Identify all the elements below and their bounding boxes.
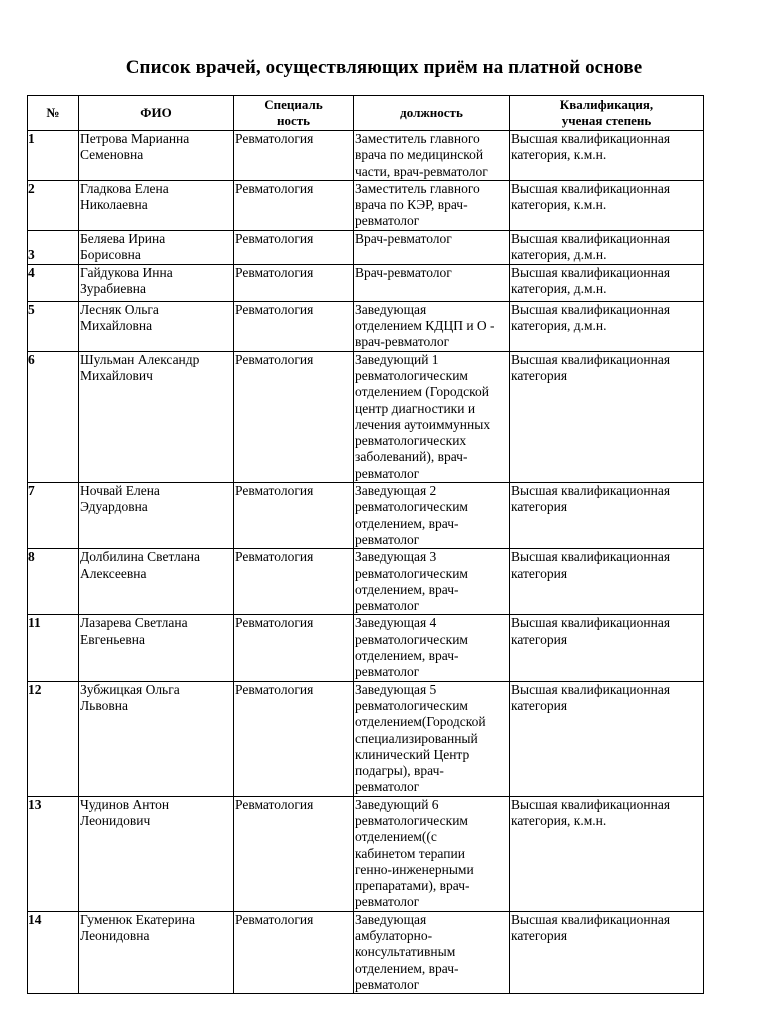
cell-qualification bbox=[510, 483, 704, 549]
cell-position-line: Врач-ревматолог bbox=[355, 264, 452, 280]
cell-name-line: Эдуардовна bbox=[80, 499, 148, 515]
cell-qualification-line: категория, д.м.н. bbox=[511, 247, 607, 263]
cell-qualification bbox=[510, 131, 704, 181]
cell-num: 12 bbox=[28, 681, 79, 796]
cell-position-line: ревматологических bbox=[355, 433, 467, 449]
cell-position-line: специализированный bbox=[355, 730, 478, 746]
cell-qualification bbox=[510, 180, 704, 230]
cell-position-line: заболеваний), врач- bbox=[355, 449, 468, 465]
table-body bbox=[28, 131, 704, 994]
table-row bbox=[28, 131, 704, 181]
cell-qualification-line: категория bbox=[511, 367, 568, 383]
cell-name-line: Леонидович bbox=[80, 812, 151, 828]
cell-position-line: Заместитель главного bbox=[355, 180, 480, 196]
column-header-position: должность bbox=[354, 96, 510, 131]
table-row bbox=[28, 230, 704, 264]
cell-name-line: Петрова Марианна bbox=[80, 131, 190, 146]
cell-num: 11 bbox=[28, 615, 79, 681]
cell-name bbox=[79, 615, 234, 681]
cell-qualification bbox=[510, 264, 704, 301]
cell-position-line: отделением (Городской bbox=[355, 384, 489, 400]
column-header-name: ФИО bbox=[79, 96, 234, 131]
cell-position-line: Врач-ревматолог bbox=[355, 230, 452, 246]
cell-name-line: Гладкова Елена bbox=[80, 180, 169, 196]
cell-name-line: Шульман Александр bbox=[80, 351, 200, 367]
cell-num: 5 bbox=[28, 301, 79, 351]
cell-qualification-line: категория, д.м.н. bbox=[511, 318, 607, 334]
cell-position bbox=[354, 180, 510, 230]
cell-position-line: Заместитель главного bbox=[355, 131, 480, 146]
cell-qualification-line: Высшая квалификационная bbox=[511, 264, 671, 280]
cell-position-line: Заведующая 5 bbox=[355, 681, 437, 697]
cell-qualification bbox=[510, 911, 704, 993]
cell-qualification-line: категория bbox=[511, 565, 568, 581]
cell-position-line: ревматологическим bbox=[355, 565, 468, 581]
cell-position bbox=[354, 264, 510, 301]
cell-qualification-line: категория, к.м.н. bbox=[511, 147, 607, 163]
cell-name-line: Семеновна bbox=[80, 147, 144, 163]
cell-num: 2 bbox=[28, 180, 79, 230]
cell-position-line: врача по медицинской bbox=[355, 147, 484, 163]
cell-position bbox=[354, 615, 510, 681]
doctors-table bbox=[27, 95, 704, 994]
cell-position-line: ревматолог bbox=[355, 664, 420, 680]
cell-position-line: ревматолог bbox=[355, 779, 420, 795]
cell-specialty: Ревматология bbox=[234, 681, 354, 796]
cell-qualification-line: Высшая квалификационная bbox=[511, 549, 671, 565]
cell-num: 13 bbox=[28, 796, 79, 911]
cell-qualification-line: Высшая квалификационная bbox=[511, 131, 671, 146]
cell-name-line: Ночвай Елена bbox=[80, 483, 160, 499]
table-row bbox=[28, 681, 704, 796]
cell-qualification-line: категория bbox=[511, 499, 568, 515]
table-row bbox=[28, 301, 704, 351]
cell-position-line: ревматологическим bbox=[355, 812, 468, 828]
cell-qualification-line: Высшая квалификационная bbox=[511, 301, 671, 317]
cell-qualification-line: категория, д.м.н. bbox=[511, 281, 607, 297]
cell-position-line: ревматологическим bbox=[355, 367, 468, 383]
cell-name bbox=[79, 351, 234, 482]
cell-position-line: ревматолог bbox=[355, 894, 420, 910]
table-header-row bbox=[28, 96, 704, 131]
cell-num: 7 bbox=[28, 483, 79, 549]
cell-specialty: Ревматология bbox=[234, 264, 354, 301]
cell-position-line: центр диагностики и bbox=[355, 400, 476, 416]
cell-specialty: Ревматология bbox=[234, 301, 354, 351]
cell-position-line: отделением, врач- bbox=[355, 581, 459, 597]
cell-name-line: Михайлович bbox=[80, 367, 153, 383]
cell-qualification-line: категория bbox=[511, 631, 568, 647]
column-header-specialty-line1: Специаль bbox=[264, 97, 323, 112]
table-row bbox=[28, 549, 704, 615]
cell-position bbox=[354, 230, 510, 264]
cell-name-line: Львовна bbox=[80, 697, 128, 713]
cell-qualification bbox=[510, 549, 704, 615]
cell-name-line: Лазарева Светлана bbox=[80, 615, 188, 631]
cell-num: 6 bbox=[28, 351, 79, 482]
cell-specialty: Ревматология bbox=[234, 911, 354, 993]
cell-name-line: Борисовна bbox=[80, 247, 141, 263]
cell-qualification-line: Высшая квалификационная bbox=[511, 681, 671, 697]
cell-qualification bbox=[510, 796, 704, 911]
cell-qualification bbox=[510, 230, 704, 264]
column-header-specialty-line2: ность bbox=[276, 113, 311, 128]
cell-name-line: Зубжицкая Ольга bbox=[80, 681, 180, 697]
cell-position-line: отделением КДЦП и О - bbox=[355, 318, 495, 334]
cell-name-line: Алексеевна bbox=[80, 565, 147, 581]
cell-qualification-line: Высшая квалификационная bbox=[511, 911, 671, 927]
cell-name-line: Леонидовна bbox=[80, 928, 150, 944]
cell-position-line: ревматологическим bbox=[355, 499, 468, 515]
cell-name-line: Долбилина Светлана bbox=[80, 549, 200, 565]
table-row bbox=[28, 911, 704, 993]
cell-qualification bbox=[510, 351, 704, 482]
cell-num: 14 bbox=[28, 911, 79, 993]
table-row bbox=[28, 264, 704, 301]
cell-position-line: ревматологическим bbox=[355, 697, 468, 713]
cell-qualification-line: категория bbox=[511, 697, 568, 713]
cell-name-line: Михайловна bbox=[80, 318, 153, 334]
cell-position-line: лечения аутоиммунных bbox=[355, 416, 491, 432]
cell-name bbox=[79, 131, 234, 181]
cell-qualification-line: Высшая квалификационная bbox=[511, 180, 671, 196]
cell-qualification bbox=[510, 681, 704, 796]
cell-position-line: Заведующая bbox=[355, 911, 427, 927]
cell-position-line: Заведующая 2 bbox=[355, 483, 437, 499]
cell-position-line: отделением((с bbox=[355, 829, 437, 845]
column-header-num: № bbox=[28, 96, 79, 131]
table-row bbox=[28, 483, 704, 549]
cell-name bbox=[79, 230, 234, 264]
cell-position bbox=[354, 911, 510, 993]
cell-position-line: Заведующий 6 bbox=[355, 796, 439, 812]
cell-qualification-line: категория, к.м.н. bbox=[511, 812, 607, 828]
column-header-qualification-line1: Квалификация, bbox=[559, 97, 654, 112]
table-row bbox=[28, 180, 704, 230]
cell-position-line: отделением(Городской bbox=[355, 714, 486, 730]
cell-name-line: Беляева Ирина bbox=[80, 230, 166, 246]
cell-num: 1 bbox=[28, 131, 79, 181]
cell-specialty: Ревматология bbox=[234, 131, 354, 181]
cell-position-line: препаратами), врач- bbox=[355, 878, 470, 894]
cell-position-line: клинический Центр bbox=[355, 746, 470, 762]
cell-name-line: Гуменюк Екатерина bbox=[80, 911, 195, 927]
cell-position-line: ревматолог bbox=[355, 531, 420, 547]
cell-specialty: Ревматология bbox=[234, 230, 354, 264]
cell-specialty: Ревматология bbox=[234, 549, 354, 615]
cell-position bbox=[354, 549, 510, 615]
cell-qualification bbox=[510, 301, 704, 351]
cell-qualification-line: Высшая квалификационная bbox=[511, 483, 671, 499]
cell-name bbox=[79, 180, 234, 230]
cell-num: 4 bbox=[28, 264, 79, 301]
cell-name-line: Николаевна bbox=[80, 197, 148, 213]
cell-position-line: врач-ревматолог bbox=[355, 334, 450, 350]
table-row bbox=[28, 615, 704, 681]
table-row bbox=[28, 796, 704, 911]
cell-position-line: Заведующая 3 bbox=[355, 549, 437, 565]
cell-specialty: Ревматология bbox=[234, 180, 354, 230]
column-header-qualification bbox=[510, 96, 704, 131]
cell-position-line: Заведующая 4 bbox=[355, 615, 437, 631]
cell-qualification-line: категория bbox=[511, 928, 568, 944]
cell-specialty: Ревматология bbox=[234, 483, 354, 549]
cell-position-line: подагры), врач- bbox=[355, 763, 444, 779]
cell-position-line: ревматолог bbox=[355, 213, 420, 229]
cell-position-line: кабинетом терапии bbox=[355, 845, 465, 861]
cell-name bbox=[79, 483, 234, 549]
cell-position-line: части, врач-ревматолог bbox=[355, 163, 488, 179]
cell-position bbox=[354, 483, 510, 549]
column-header-qualification-line2: ученая степень bbox=[561, 113, 652, 128]
cell-specialty: Ревматология bbox=[234, 796, 354, 911]
cell-position-line: ревматологическим bbox=[355, 631, 468, 647]
cell-name-line: Чудинов Антон bbox=[80, 796, 170, 812]
cell-position-line: амбулаторно- bbox=[355, 928, 433, 944]
cell-name-line: Зурабиевна bbox=[80, 281, 146, 297]
cell-position-line: врача по КЭР, врач- bbox=[355, 197, 468, 213]
cell-position-line: отделением, врач- bbox=[355, 515, 459, 531]
cell-name bbox=[79, 264, 234, 301]
cell-name bbox=[79, 681, 234, 796]
cell-name bbox=[79, 796, 234, 911]
cell-num: 3 bbox=[28, 230, 79, 264]
cell-position bbox=[354, 681, 510, 796]
table-row bbox=[28, 351, 704, 482]
cell-qualification-line: Высшая квалификационная bbox=[511, 796, 671, 812]
cell-position-line: Заведующая bbox=[355, 301, 427, 317]
cell-specialty: Ревматология bbox=[234, 615, 354, 681]
cell-name-line: Лесняк Ольга bbox=[80, 301, 159, 317]
cell-num: 8 bbox=[28, 549, 79, 615]
cell-position-line: ревматолог bbox=[355, 976, 420, 992]
cell-qualification bbox=[510, 615, 704, 681]
cell-qualification-line: Высшая квалификационная bbox=[511, 615, 671, 631]
cell-position-line: консультативным bbox=[355, 944, 456, 960]
column-header-specialty bbox=[234, 96, 354, 131]
cell-name-line: Евгеньевна bbox=[80, 631, 145, 647]
cell-position-line: генно-инженерными bbox=[355, 861, 474, 877]
cell-name bbox=[79, 301, 234, 351]
cell-position bbox=[354, 301, 510, 351]
cell-position-line: ревматолог bbox=[355, 465, 420, 481]
cell-qualification-line: Высшая квалификационная bbox=[511, 230, 671, 246]
cell-position bbox=[354, 796, 510, 911]
cell-specialty: Ревматология bbox=[234, 351, 354, 482]
page-title: Список врачей, осуществляющих приём на платной основе bbox=[125, 57, 643, 78]
cell-qualification-line: категория, к.м.н. bbox=[511, 197, 607, 213]
cell-position-line: ревматолог bbox=[355, 598, 420, 614]
cell-position bbox=[354, 131, 510, 181]
cell-name bbox=[79, 549, 234, 615]
cell-name bbox=[79, 911, 234, 993]
cell-name-line: Гайдукова Инна bbox=[80, 264, 173, 280]
cell-position bbox=[354, 351, 510, 482]
cell-position-line: отделением, врач- bbox=[355, 648, 459, 664]
cell-position-line: отделением, врач- bbox=[355, 960, 459, 976]
cell-qualification-line: Высшая квалификационная bbox=[511, 351, 671, 367]
cell-position-line: Заведующий 1 bbox=[355, 351, 439, 367]
